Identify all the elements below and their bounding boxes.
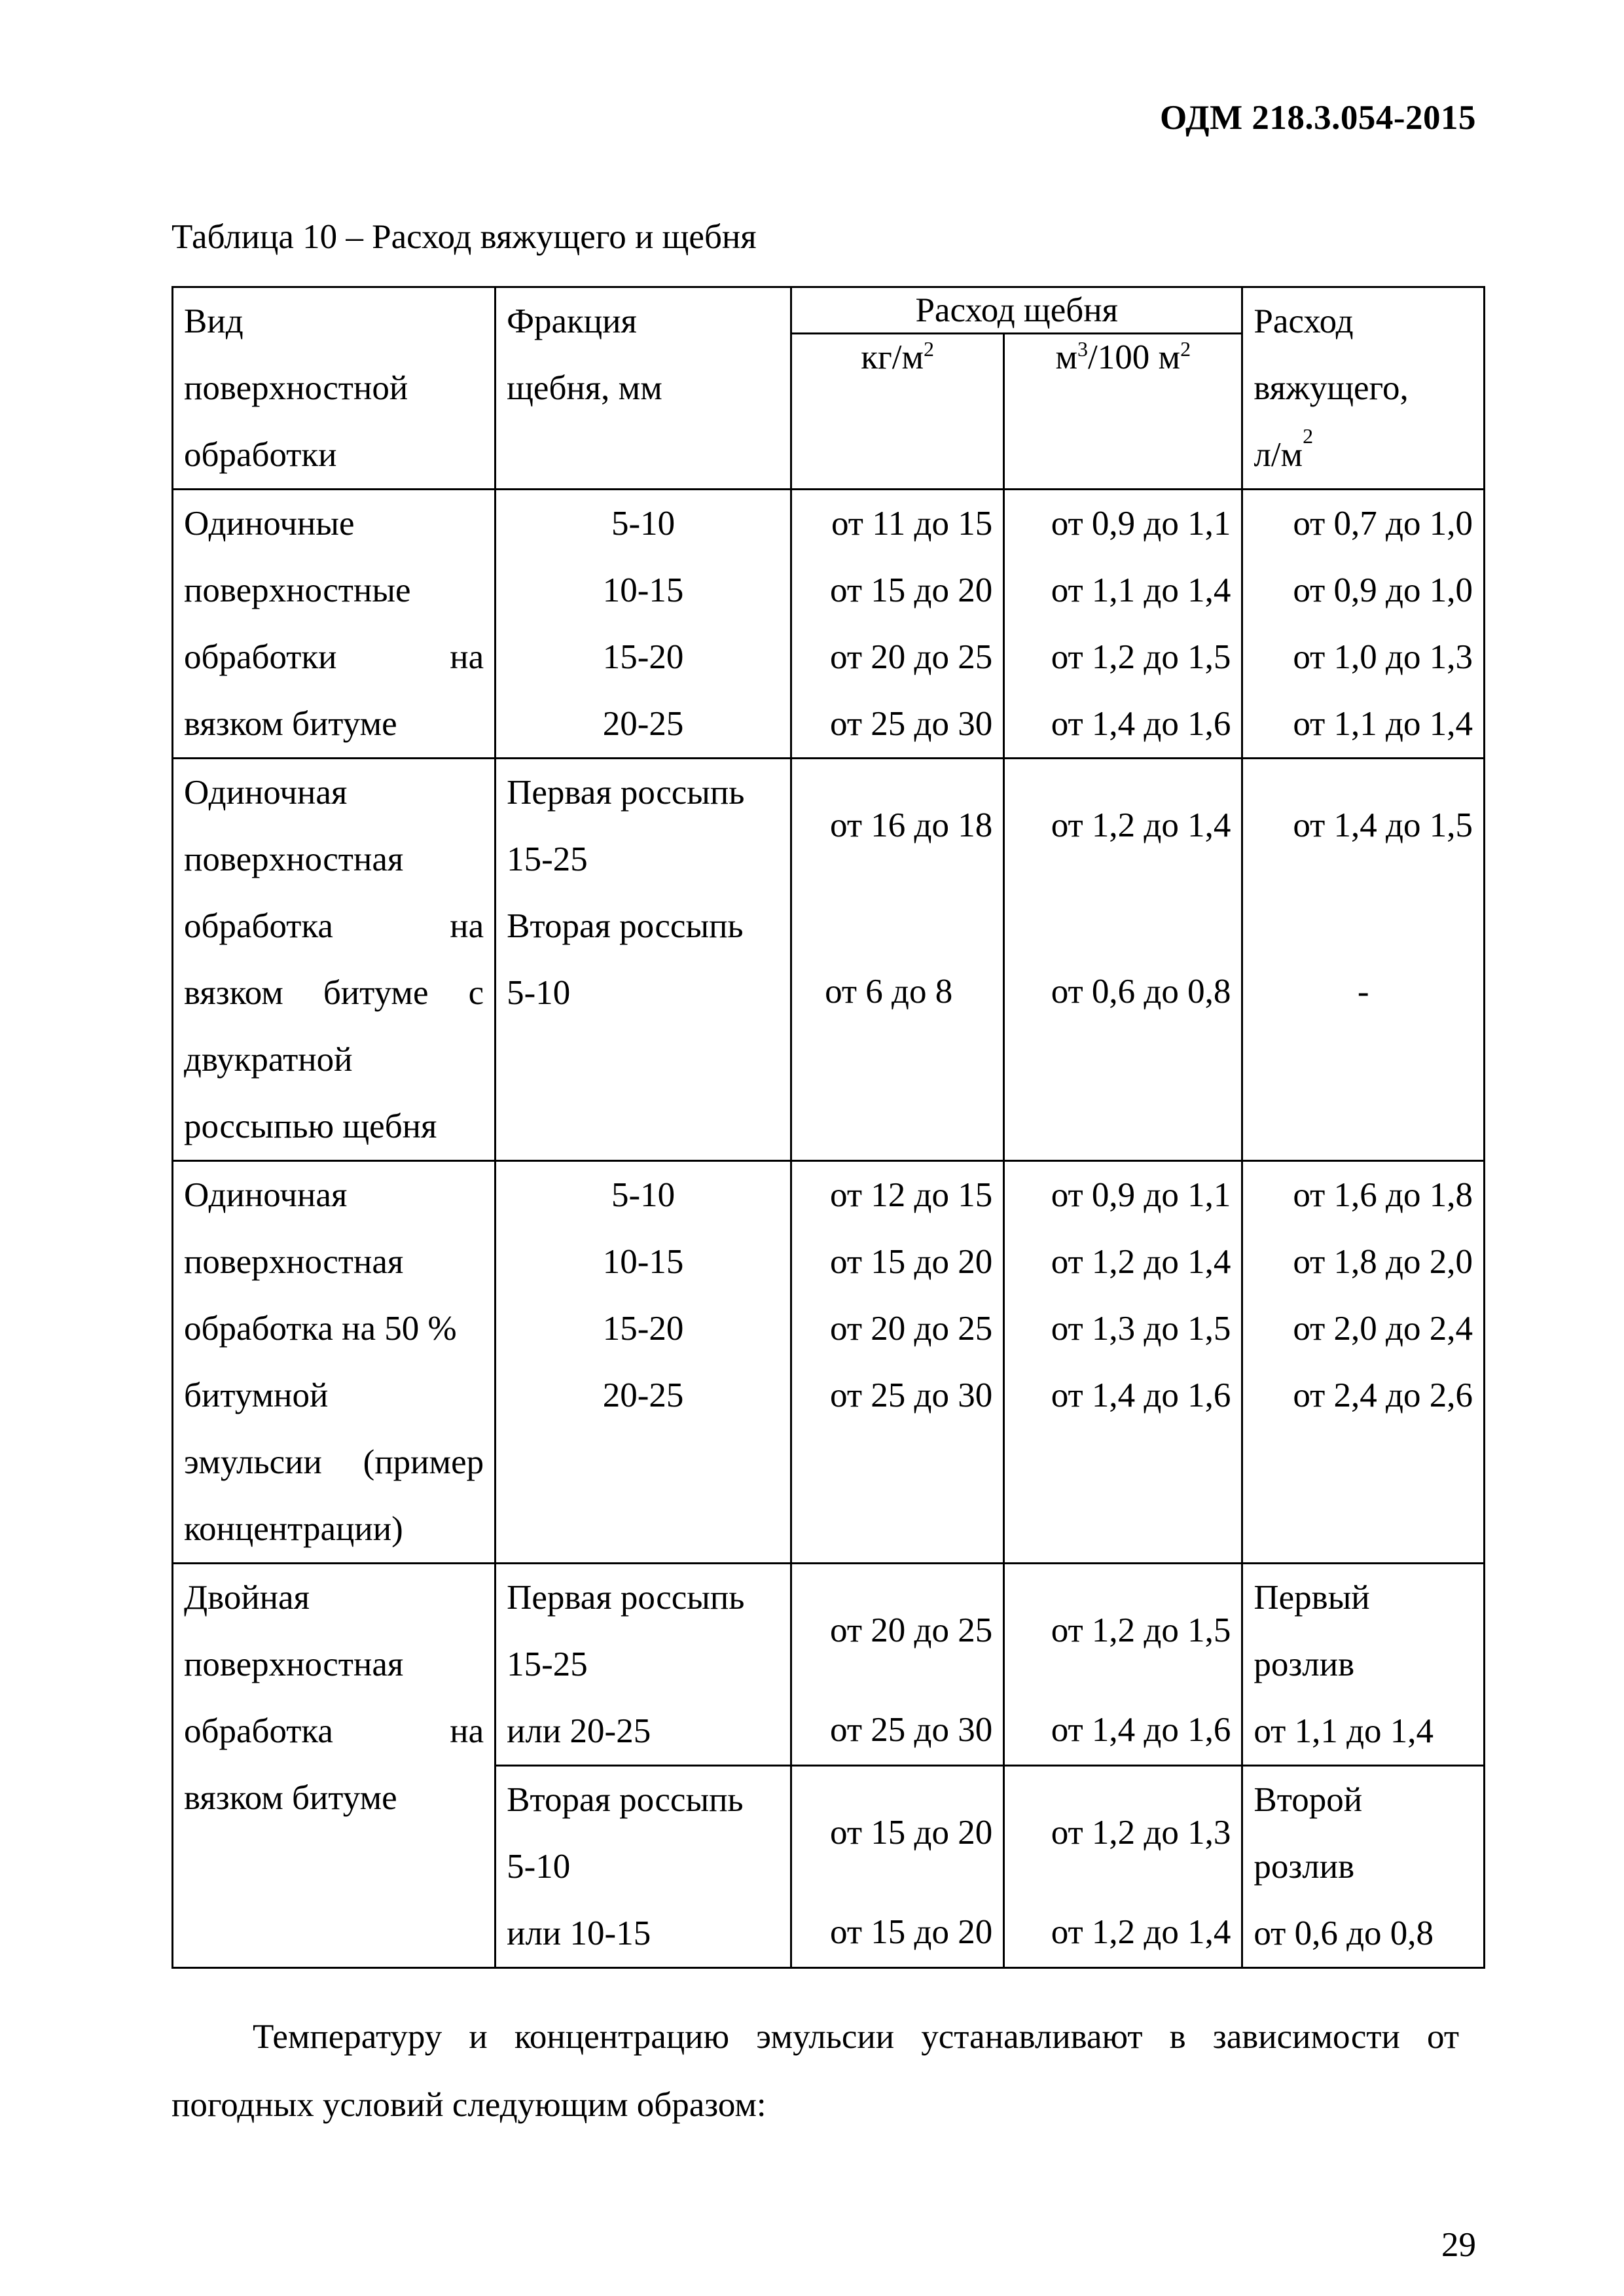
header-gravel-rate: Расход щебня <box>791 287 1242 334</box>
row-type: Одиночная поверхностная обработка на 50 % битумной эмульсии (пример концентрации) <box>173 1161 496 1564</box>
header-binder: Расход вяжущего, $л/м^2$ <box>1242 287 1485 490</box>
row-fractions: Первая россыпь 15-25 Вторая россыпь 5-10 <box>496 759 791 1161</box>
table-header-row <box>173 287 1485 334</box>
document-code: ОДМ 218.3.054-2015 <box>1160 99 1476 137</box>
consumption-table <box>171 286 1485 1969</box>
table-row <box>173 759 1485 1161</box>
row-fractions: 5-10 10-15 15-20 20-25 <box>496 1161 791 1564</box>
row-binder: от 1,6 до 1,8 от 1,8 до 2,0 от 2,0 до 2,4 от 2,4 до 2,6 <box>1242 1161 1485 1564</box>
row-kg: от 16 до 18 от 6 до 8 <box>791 759 1004 1161</box>
table-caption: Таблица 10 – Расход вяжущего и щебня <box>171 218 757 256</box>
header-fraction: Фракция щебня, мм <box>496 287 791 490</box>
table-row <box>173 1161 1485 1564</box>
row-m3: от 1,2 до 1,4 от 0,6 до 0,8 <box>1004 759 1242 1161</box>
row-fractions: Первая россыпь 15-25 или 20-25 <box>496 1564 791 1766</box>
row-type: Одиночные поверхностные обработки на вязком битуме <box>173 490 496 759</box>
row-fractions: Вторая россыпь 5-10 или 10-15 <box>496 1766 791 1968</box>
header-m3-unit: $м^3/100$ $м^2$ <box>1004 334 1242 490</box>
row-kg: от 20 до 25 от 25 до 30 <box>791 1564 1004 1766</box>
header-type: Вид поверхностной обработки <box>173 287 496 490</box>
row-binder: от 0,7 до 1,0 от 0,9 до 1,0 от 1,0 до 1,3 от 1,1 до 1,4 <box>1242 490 1485 759</box>
row-m3: от 0,9 до 1,1 от 1,2 до 1,4 от 1,3 до 1,5 от 1,4 до 1,6 <box>1004 1161 1242 1564</box>
row-type: Двойная поверхностная обработка на вязком битуме <box>173 1564 496 1968</box>
row-binder: от 1,4 до 1,5 - <box>1242 759 1485 1161</box>
header-kg-unit: $кг/м^2$ <box>791 334 1004 490</box>
row-fractions: 5-10 10-15 15-20 20-25 <box>496 490 791 759</box>
table-row <box>173 1564 1485 1766</box>
row-kg: от 12 до 15 от 15 до 20 от 20 до 25 от 25 до 30 <box>791 1161 1004 1564</box>
row-binder: Первый розлив от 1,1 до 1,4 <box>1242 1564 1485 1766</box>
row-m3: от 1,2 до 1,3 от 1,2 до 1,4 <box>1004 1766 1242 1968</box>
table-row <box>173 490 1485 759</box>
row-kg: от 15 до 20 от 15 до 20 <box>791 1766 1004 1968</box>
row-kg: от 11 до 15 от 15 до 20 от 20 до 25 от 25 до 30 <box>791 490 1004 759</box>
body-paragraph: Температуру и концентрацию эмульсии устанавливают в зависимости от погодных условий следующим образом: <box>171 2018 1459 2124</box>
row-type: Одиночная поверхностная обработка на вязком битуме с двукратной россыпью щебня <box>173 759 496 1161</box>
row-m3: от 1,2 до 1,5 от 1,4 до 1,6 <box>1004 1564 1242 1766</box>
page-number: 29 <box>1441 2226 1476 2264</box>
row-m3: от 0,9 до 1,1 от 1,1 до 1,4 от 1,2 до 1,5 от 1,4 до 1,6 <box>1004 490 1242 759</box>
row-binder: Второй розлив от 0,6 до 0,8 <box>1242 1766 1485 1968</box>
